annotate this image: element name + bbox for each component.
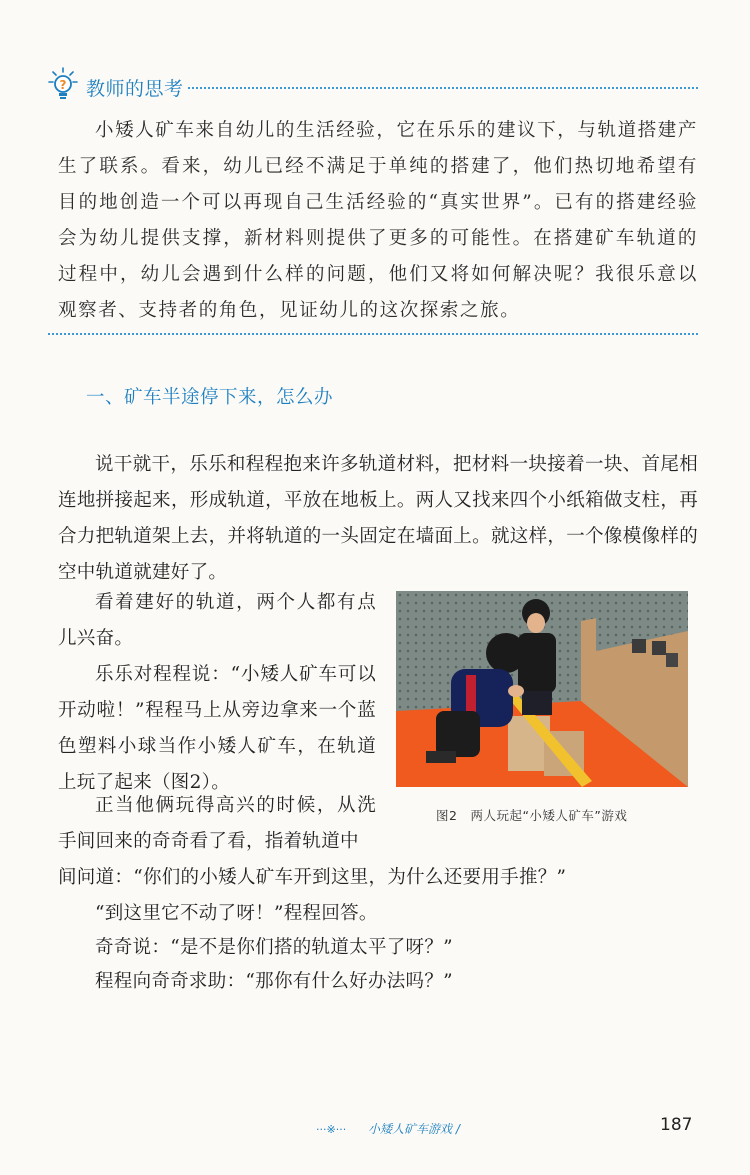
paragraph: 程程向奇奇求助：“那你有什么好办法吗？” [95, 971, 453, 992]
paragraph: 乐乐对程程说：“小矮人矿车可以开动啦！”程程马上从旁边拿来一个蓝色塑料小球当作小矮人矿车，在轨道上玩了起来（图2）。 [58, 664, 376, 793]
dotted-divider [188, 87, 698, 89]
figure-photo [396, 591, 688, 787]
paragraph: 说干就干，乐乐和程程抱来许多轨道材料，把材料一块接着一块、首尾相连地拼接起来，形成轨道，平放在地板上。两人又找来四个小纸箱做支柱，再合力把轨道架上去，并将轨道的一头固定在墙面上。就这样，一个像模像样的空中轨道就建好了。 [58, 454, 698, 583]
teacher-thoughts-header [48, 66, 698, 106]
paragraph: 奇奇说：“是不是你们搭的轨道太平了呀？” [95, 937, 453, 958]
running-footer-title: 小矮人矿车游戏 / [368, 1122, 460, 1136]
lightbulb-icon [48, 66, 78, 106]
page-number: 187 [660, 1115, 693, 1135]
dotted-divider [48, 333, 698, 335]
figure-caption: 图2 两人玩起“小矮人矿车”游戏 [436, 808, 628, 823]
svg-text:?: ? [59, 78, 67, 92]
footer-ornament: ···※··· [316, 1123, 347, 1136]
section-heading: 一、矿车半途停下来，怎么办 [86, 387, 334, 408]
paragraph: “到这里它不动了呀！”程程回答。 [95, 903, 378, 924]
teacher-thoughts-title: 教师的思考 [86, 78, 184, 100]
paragraph: 正当他俩玩得高兴的时候，从洗手间回来的奇奇看了看，指着轨道中 [58, 795, 376, 852]
teacher-thoughts-body: 小矮人矿车来自幼儿的生活经验，它在乐乐的建议下，与轨道搭建产生了联系。看来，幼儿已经不满足于单纯的搭建了，他们热切地希望有目的地创造一个可以再现自己生活经验的“真实世界”。已有的搭建经验会为幼儿提供支撑，新材料则提供了更多的可能性。在搭建矿车轨道的过程中，幼儿会遇到什么样的问题，他们又将如何解决呢？我很乐意以观察者、支持者的角色，见证幼儿的这次探索之旅。 [58, 120, 699, 321]
children-playing-photo [396, 591, 688, 787]
paragraph: 看着建好的轨道，两个人都有点儿兴奋。 [58, 592, 376, 649]
paragraph: 间问道：“你们的小矮人矿车开到这里，为什么还要用手推？” [58, 867, 567, 888]
